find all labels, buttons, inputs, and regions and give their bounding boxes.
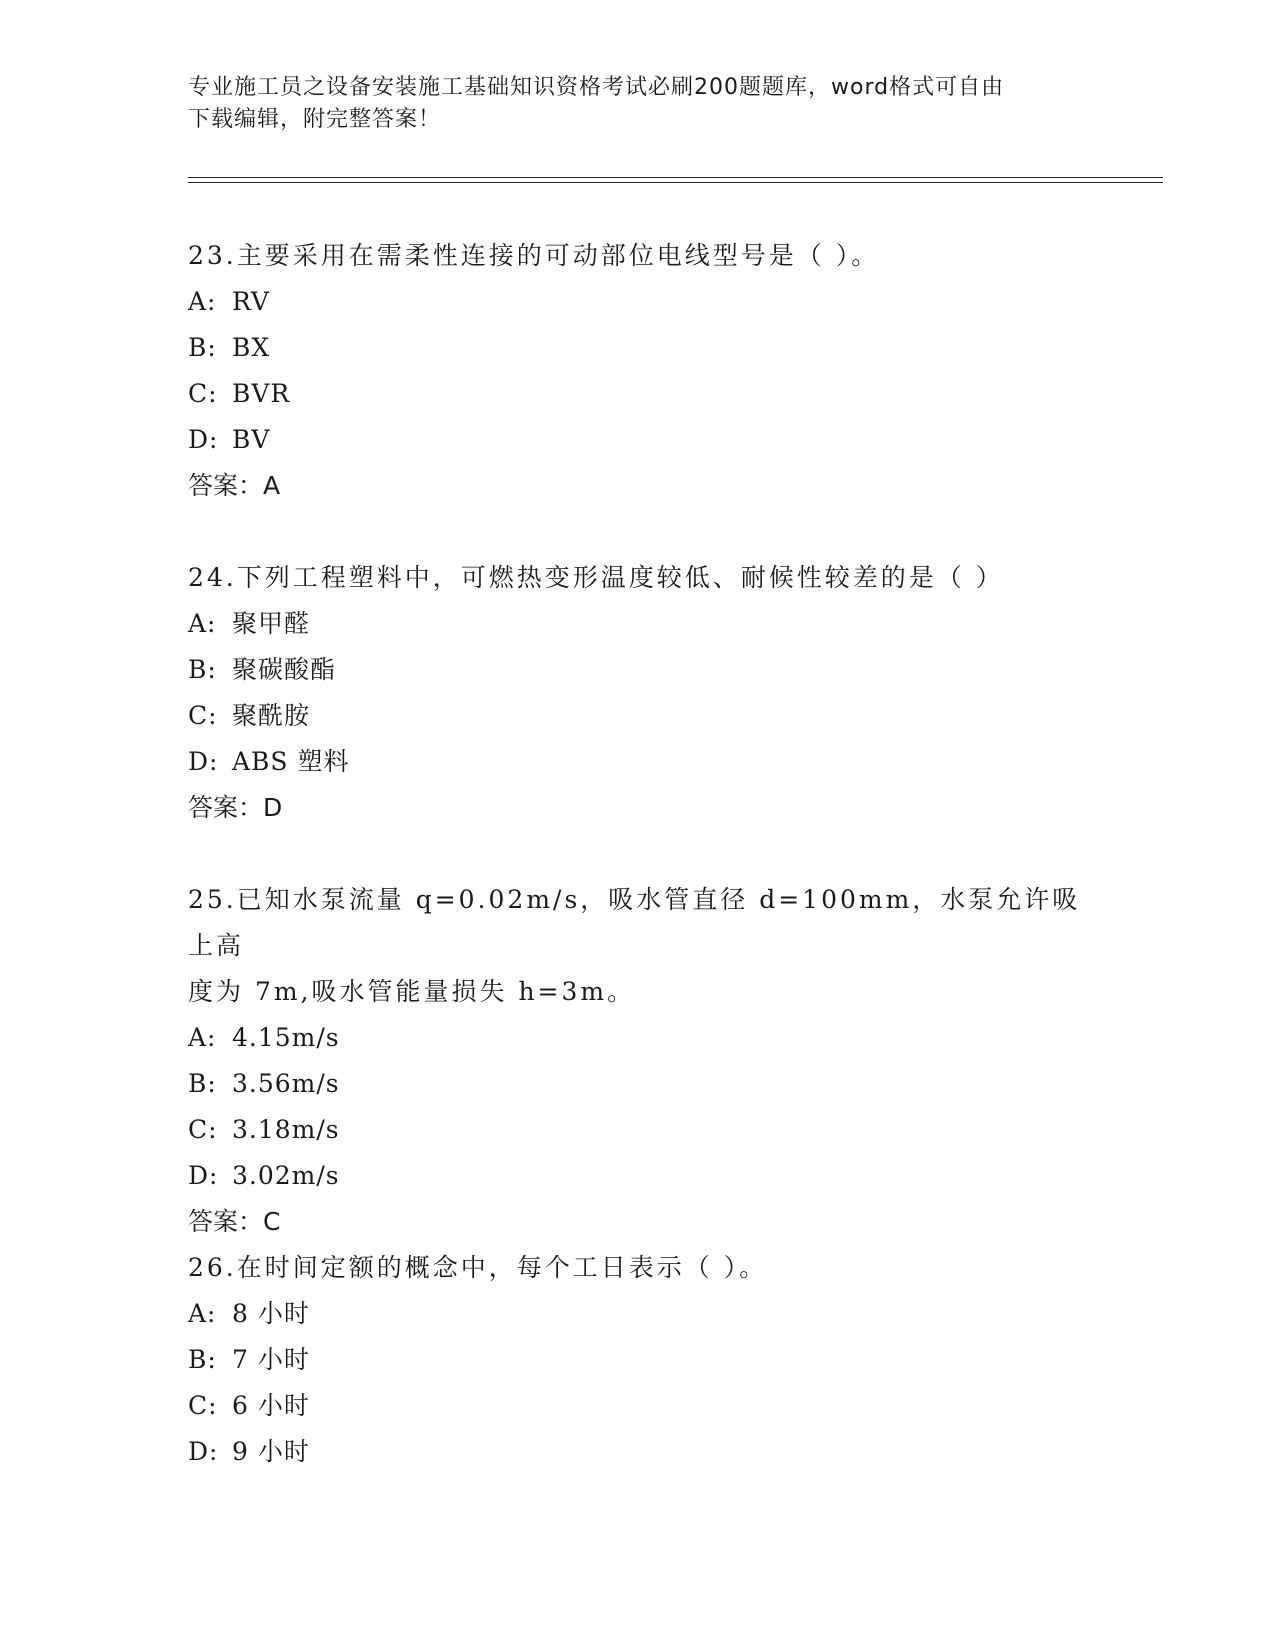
option-b [188, 1061, 1088, 1107]
option-letter: A: [188, 287, 217, 316]
option-text: 聚甲醛 [232, 609, 311, 638]
option-text: 聚碳酸酯 [232, 655, 337, 684]
option-a [188, 1291, 1088, 1337]
option-text: ABS 塑料 [232, 747, 350, 776]
option-text: 3.56m/s [232, 1069, 340, 1098]
question-text-line-1: 25.已知水泵流量 q=0.02m/s，吸水管直径 d=100mm，水泵允许吸上高 [188, 885, 1081, 960]
option-d [188, 1153, 1088, 1199]
option-a [188, 279, 1088, 325]
header-divider-bottom [188, 182, 1163, 183]
option-b [188, 1337, 1088, 1383]
option-text: BV [232, 425, 271, 454]
option-letter: D: [188, 747, 219, 776]
option-text: 7 小时 [232, 1345, 310, 1374]
option-text: 3.02m/s [232, 1161, 340, 1190]
header-line-1: 专业施工员之设备安装施工基础知识资格考试必刷200题题库，word格式可自由 [188, 75, 1005, 100]
option-letter: B: [188, 1069, 217, 1098]
option-letter: A: [188, 609, 217, 638]
option-text: 聚酰胺 [232, 701, 311, 730]
option-letter: D: [188, 425, 219, 454]
question-26 [188, 1245, 1088, 1475]
question-23 [188, 233, 1088, 509]
question-text: 23.主要采用在需柔性连接的可动部位电线型号是（ ）。 [188, 241, 880, 270]
option-d [188, 1429, 1088, 1475]
option-letter: C: [188, 701, 218, 730]
document-header [188, 72, 1068, 136]
option-c [188, 1107, 1088, 1153]
option-text: 3.18m/s [232, 1115, 340, 1144]
option-d [188, 417, 1088, 463]
question-text-line-2: 度为 7m,吸水管能量损失 h=3m。 [188, 977, 636, 1006]
question-text: 24.下列工程塑料中，可燃热变形温度较低、耐候性较差的是（ ） [188, 563, 1004, 592]
option-letter: B: [188, 1345, 217, 1374]
answer-line: 答案：A [188, 471, 281, 500]
option-letter: D: [188, 1437, 219, 1466]
option-text: 9 小时 [232, 1437, 310, 1466]
question-24 [188, 555, 1088, 831]
option-letter: C: [188, 1115, 218, 1144]
option-c [188, 693, 1088, 739]
option-c [188, 1383, 1088, 1429]
question-25 [188, 877, 1088, 1245]
option-c [188, 371, 1088, 417]
option-letter: D: [188, 1161, 219, 1190]
option-letter: B: [188, 333, 217, 362]
option-a [188, 1015, 1088, 1061]
option-d [188, 739, 1088, 785]
question-text: 26.在时间定额的概念中，每个工日表示（ ）。 [188, 1253, 768, 1282]
option-letter: C: [188, 1391, 218, 1420]
option-text: RV [232, 287, 270, 316]
option-letter: A: [188, 1299, 217, 1328]
option-b [188, 325, 1088, 371]
answer-line: 答案：D [188, 793, 283, 822]
answer-line: 答案：C [188, 1207, 281, 1236]
option-text: BVR [232, 379, 291, 408]
option-text: BX [232, 333, 271, 362]
header-line-2: 下载编辑，附完整答案！ [188, 107, 442, 132]
option-text: 6 小时 [232, 1391, 310, 1420]
option-a [188, 601, 1088, 647]
option-letter: C: [188, 379, 218, 408]
option-letter: A: [188, 1023, 217, 1052]
option-letter: B: [188, 655, 217, 684]
option-text: 8 小时 [232, 1299, 310, 1328]
option-text: 4.15m/s [232, 1023, 340, 1052]
header-divider-top [188, 177, 1163, 178]
option-b [188, 647, 1088, 693]
